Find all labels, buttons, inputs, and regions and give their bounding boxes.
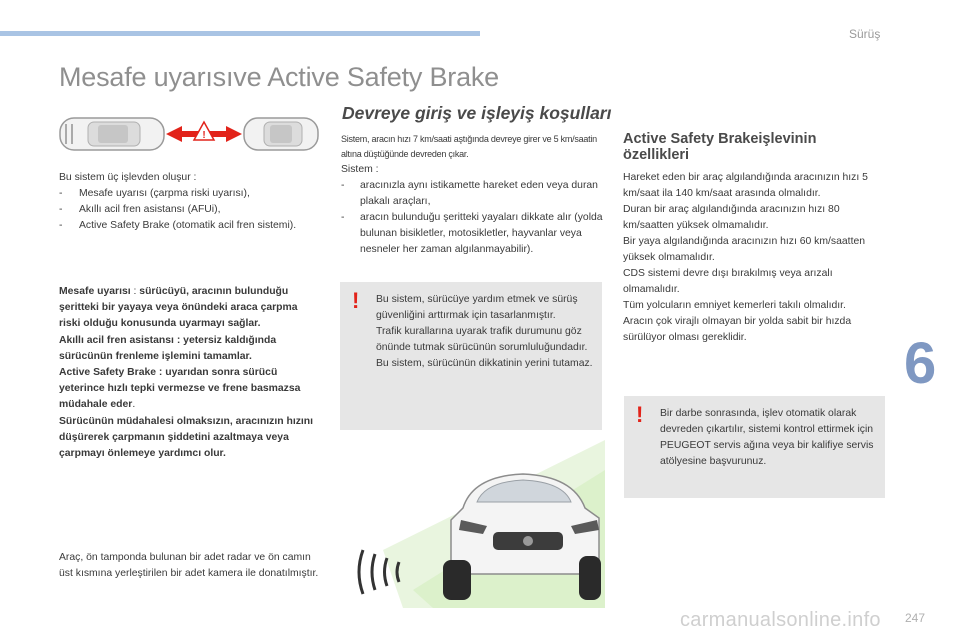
condition-paragraph: Aracın çok virajlı olmayan bir yolda sabit bir hızda sürülüyor olması gereklidir. [623,316,852,343]
list-item: - aracın bulunduğu şeritteki yayaları dikkate alır (yolda bulunan bisikletler, motosikletler, hayvanlar veya nesneler her zaman algılanmayabilir). [341,212,603,255]
system-detection-text: Sistem : - aracınızla aynı istikamette hareket eden veya duran plakalı araçları, - aracın bulunduğu şeritteki yayaları dikkate alır (yolda bulunan bisikletler, motosikletler, hayvanlar veya nesneler her zaman algılanmayabilir). [341,162,603,258]
condition-paragraph: CDS sistemi devre dışı bırakılmış veya arızalı olmamalıdır. [623,268,833,295]
page-title: Mesafe uyarısıve Active Safety Brake [59,62,500,92]
page-number: 247 [905,611,926,625]
warning-exclamation-icon: ! [352,288,360,313]
header-accent-bar [0,31,480,36]
watermark: carmanualsonline.info [680,609,881,631]
condition-paragraph: Bir yaya algılandığında aracınızın hızı 60 km/saatten yüksek olmamalıdır. [623,236,866,263]
function-descriptions [59,284,321,462]
activation-speed-text: Sistem, aracın hızı 7 km/saati aştığında devreye girer ve 5 km/saatin altına düştüğünde devreden çıkar. [341,134,597,159]
list-item: - Mesafe uyarısı (çarpma riski uyarısı), [59,188,250,199]
feature-conditions [623,170,885,346]
front-car-icon [244,118,318,150]
chapter-number: 6 [904,331,937,396]
warning-text: Bir darbe sonrasında, işlev otomatik olarak devreden çıkartılır, sistemi kontrol ettirmek için PEUGEOT servis ağına veya bir kalifiye servis atölyesine başvurunuz. [660,408,874,467]
radar-text: Araç, ön tamponda bulunan bir adet radar ve ön camın üst kısmına yerleştirilen bir adet kamera ile donatılmıştır. [59,552,319,579]
list-item: - Akıllı acil fren asistansı (AFUi), [59,204,221,215]
desc-distance-warning: Mesafe uyarısı : sürücüyü, aracının bulunduğu şeritteki bir yayaya veya önündeki araca çarpma riski olduğu konusunda uyarmayı sağlar. [59,286,298,330]
warning-box-driver-assist [340,282,602,430]
section-title-features: Active Safety Brakeişlevinin özellikleri [623,131,817,163]
list-item: - Active Safety Brake (otomatik acil fren sistemi). [59,220,297,231]
condition-paragraph: Hareket eden bir araç algılandığında aracınızın hızı 5 km/saat ila 140 km/saat arasında olmalıdır. [623,172,868,199]
svg-text:!: ! [202,130,206,141]
list-item: - aracınızla aynı istikamette hareket eden veya duran plakalı araçları, [341,180,598,207]
intro-lead: Bu sistem üç işlevden oluşur : [59,172,197,183]
warning-text: Bu sistem, sürücüye yardım etmek ve sürüş güvenliğini arttırmak için tasarlanmıştır. Trafik kurallarına uyarak trafik durumunu göz önünde tutmak sürücünün sorumluluğundadır. Bu sistem, sürücünün dikkatinin yerini tutamaz. [376,294,593,369]
warning-exclamation-icon: ! [636,402,644,427]
car-radar-illustration [343,440,605,608]
warning-box-after-impact [624,396,885,498]
section-title-activation: Devreye giriş ve işleyiş koşulları [342,103,612,123]
condition-paragraph: Tüm yolcuların emniyet kemerleri takılı olmalıdır. [623,300,846,311]
desc-active-safety-brake: Active Safety Brake : uyarıdan sonra sürücü yeterince hızlı tepki vermezse ve frene basmazsa müdahale eder. [59,367,301,411]
section-tab: Sürüş [849,27,881,41]
desc-brake-assist: Akıllı acil fren asistansı : yetersiz kaldığında sürücünün frenleme işlemini tamamlar. [59,334,277,362]
desc-driver-intervention: Sürücünün müdahalesi olmaksızın, aracınızın hızını düşürerek çarpmanın şiddetini azaltmaya veya çarpmayı önlemeye yardımcı olur. [59,415,314,460]
collision-warning-diagram [58,110,320,158]
intro-text [59,170,321,234]
collision-warning-arrow [166,122,242,142]
rear-car-icon [60,118,164,150]
condition-paragraph: Duran bir araç algılandığında aracınızın hızı 80 km/saatten yüksek olmamalıdır. [623,204,840,231]
